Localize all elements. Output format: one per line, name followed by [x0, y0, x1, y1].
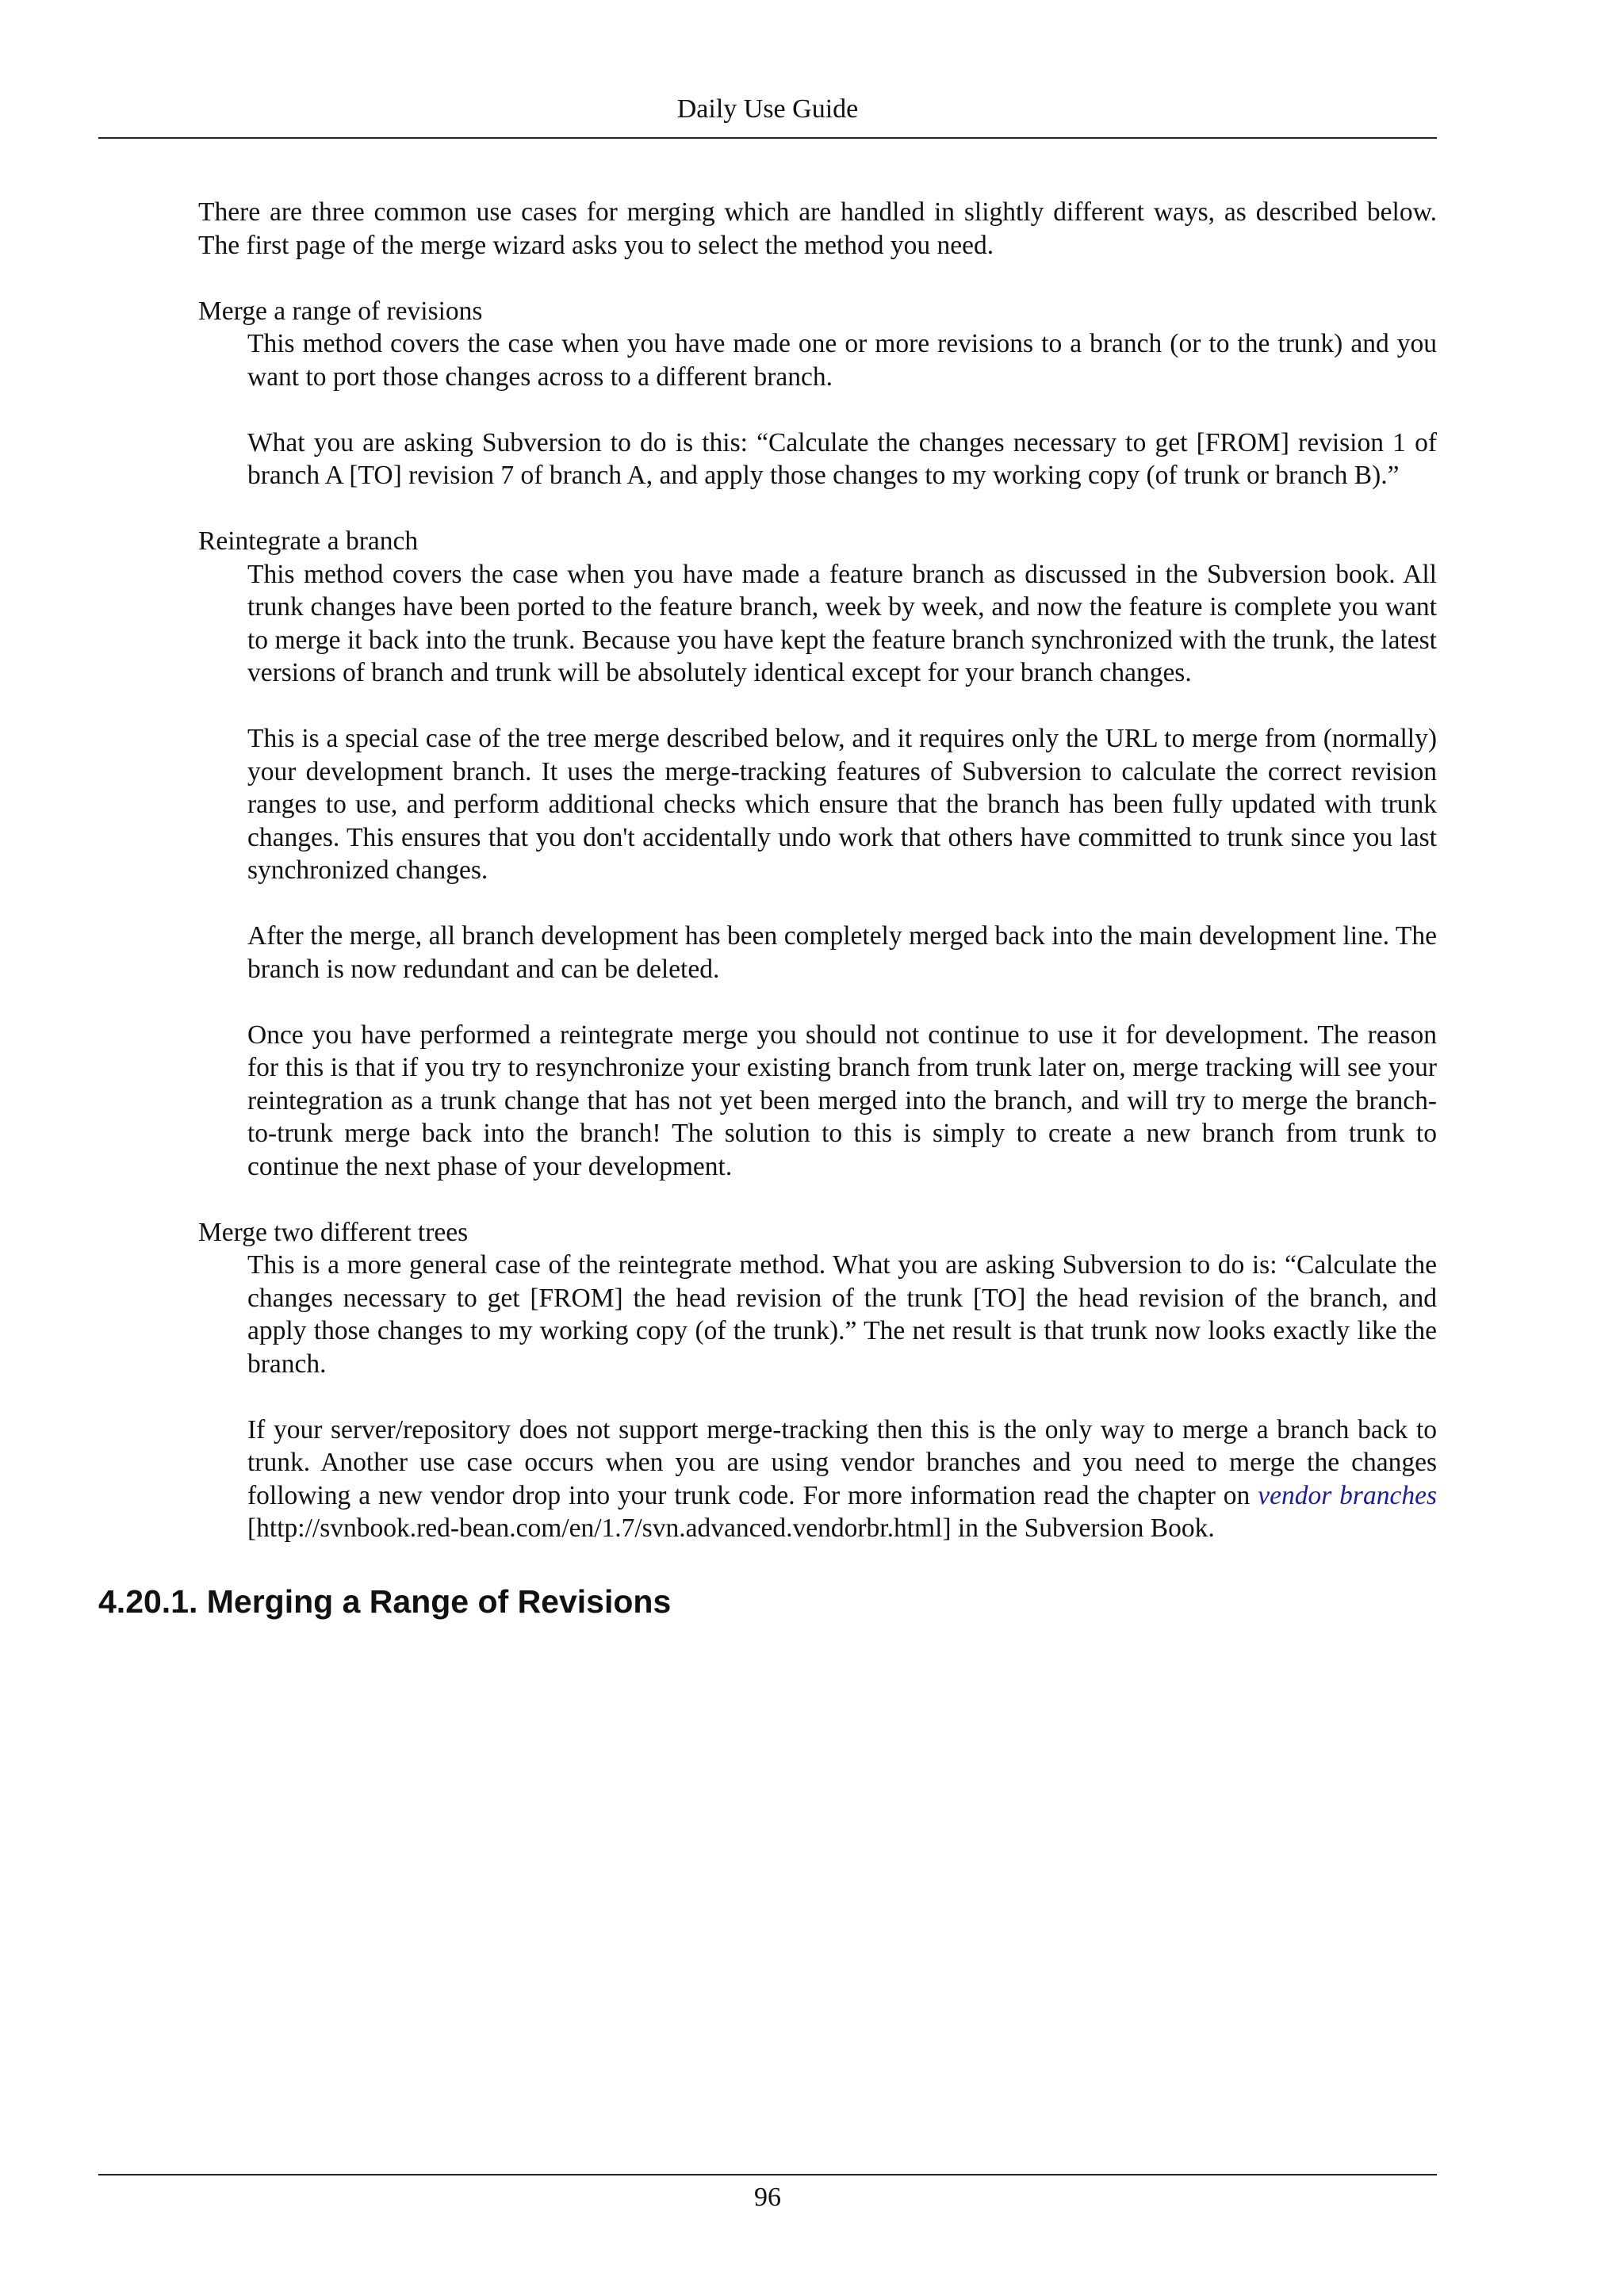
paragraph: After the merge, all branch development has been completely merged back into the main development line. The branch is now redundant and can be deleted.	[247, 921, 1437, 984]
paragraph: This method covers the case when you have made a feature branch as discussed in the Subversion book. All trunk changes have been ported to the feature branch, week by week, and now the feature is complete you want to merge it back into the trunk. Because you have kept the feature branch synchronized with the trunk, the latest versions of branch and trunk will be absolutely identical except for your branch changes.	[247, 559, 1437, 687]
page-content	[198, 196, 1437, 1545]
header-rule	[98, 137, 1437, 139]
section-heading: 4.20.1. Merging a Range of Revisions	[98, 1583, 672, 1620]
intro-paragraph: There are three common use cases for merging which are handled in slightly different ways, as described below. The first page of the merge wizard asks you to select the method you need.	[198, 197, 1437, 260]
text-before-link: If your server/repository does not support merge-tracking then this is the only way to merge a branch back to trunk. Another use case occurs when you are using vendor branches and you need to merge the changes following a new vendor drop into your trunk code. For more information read the chapter on	[247, 1414, 1437, 1510]
footer-rule	[98, 2174, 1437, 2175]
paragraph: This is a special case of the tree merge described below, and it requires only the URL to merge from (normally) your development branch. It uses the merge-tracking features of Subversion to calculate the correct revision ranges to use, and perform additional checks which ensure that the branch has been fully updated with trunk changes. This ensures that you don't accidentally undo work that others have committed to trunk since you last synchronized changes.	[247, 724, 1437, 885]
paragraph: What you are asking Subversion to do is this: “Calculate the changes necessary to get [FROM] revision 1 of branch A [TO] revision 7 of branch A, and apply those changes to my working copy (of trunk or branch B).”	[247, 427, 1437, 490]
paragraph-with-link	[247, 1414, 1437, 1545]
term-merge-two-trees: Merge two different trees	[198, 1217, 469, 1247]
definition-merge-two-trees	[247, 1249, 1437, 1545]
running-header: Daily Use Guide	[676, 94, 859, 124]
term-merge-range: Merge a range of revisions	[198, 296, 483, 326]
vendor-branches-link[interactable]: vendor branches	[1258, 1480, 1437, 1510]
definition-merge-range	[247, 327, 1437, 492]
paragraph: Once you have performed a reintegrate merge you should not continue to use it for development. The reason for this is that if you try to resynchronize your existing branch from trunk later on, merge tracking will see your reintegration as a trunk change that has not yet been merged into the branch, and will try to merge the branch-to-trunk merge back into the branch! The solution to this is simply to create a new branch from trunk to continue the next phase of your development.	[247, 1020, 1437, 1181]
text-after-link: [http://svnbook.red-bean.com/en/1.7/svn.advanced.vendorbr.html] in the Subversion Book.	[247, 1513, 1215, 1543]
term-reintegrate-branch: Reintegrate a branch	[198, 526, 419, 556]
paragraph: This method covers the case when you have made one or more revisions to a branch (or to the trunk) and you want to port those changes across to a different branch.	[247, 329, 1437, 392]
definition-reintegrate-branch	[247, 558, 1437, 1184]
paragraph: This is a more general case of the reintegrate method. What you are asking Subversion to do is: “Calculate the changes necessary to get [FROM] the head revision of the trunk [TO] the head revision of the branch, and apply those changes to my working copy (of the trunk).” The net result is that trunk now looks exactly like the branch.	[247, 1250, 1437, 1379]
page-number: 96	[754, 2183, 781, 2212]
